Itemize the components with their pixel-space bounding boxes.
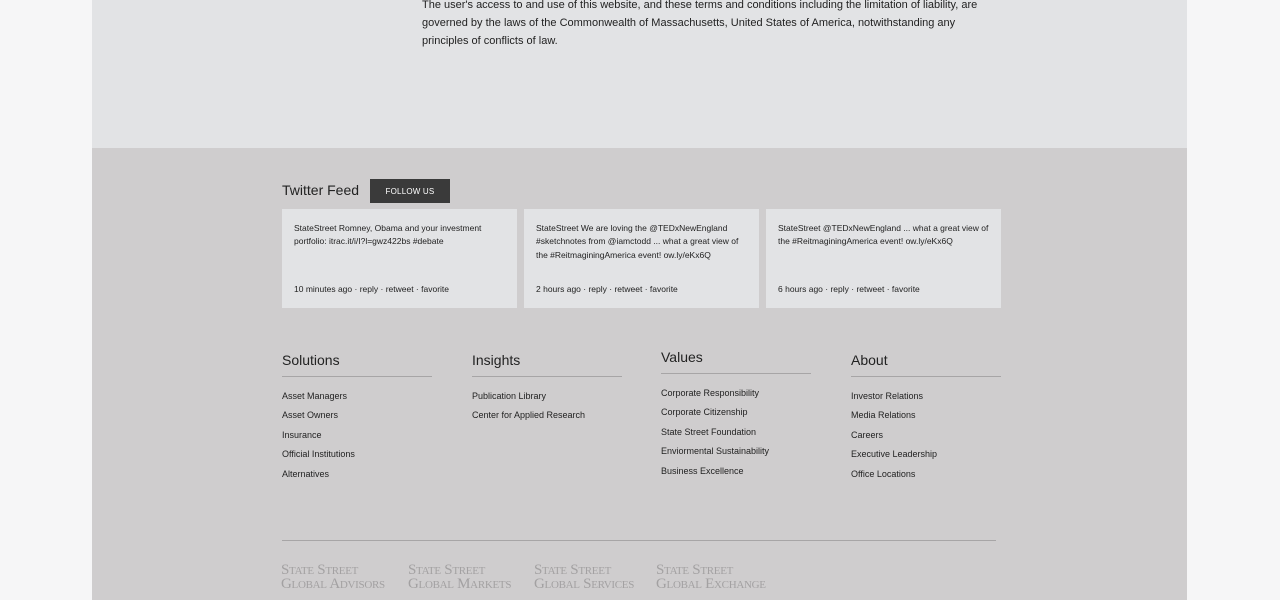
- footer-link[interactable]: Investor Relations: [851, 391, 924, 401]
- follow-us-button[interactable]: FOLLOW US: [370, 179, 450, 203]
- footer-link[interactable]: Asset Owners: [282, 410, 339, 421]
- logo-line: State Street: [281, 562, 359, 578]
- logo-line: Global Markets: [408, 576, 512, 592]
- tweet-meta: 6 hours ago · reply · retweet · favorite: [778, 284, 920, 294]
- tweet-favorite-link[interactable]: favorite: [649, 284, 678, 294]
- footer-link[interactable]: Executive Leadership: [851, 449, 938, 460]
- logo-line: State Street: [408, 562, 486, 578]
- terms-section: [92, 0, 1187, 148]
- tweet-meta: 10 minutes ago · reply · retweet · favorite: [294, 284, 449, 294]
- tweet-retweet-link[interactable]: retweet: [614, 284, 643, 294]
- tweet-favorite-link[interactable]: favorite: [421, 284, 449, 294]
- logo-line: State Street: [656, 562, 734, 578]
- logo-line: Global Advisors: [281, 576, 385, 592]
- page-container: [92, 0, 1187, 600]
- footer-link[interactable]: Media Relations: [851, 410, 916, 421]
- footer-link[interactable]: Office Locations: [851, 468, 916, 479]
- tweet-time: 6 hours ago: [778, 284, 823, 294]
- tweet-card: [524, 209, 759, 308]
- footer-column-title: Values: [661, 349, 811, 374]
- footer-link[interactable]: Official Institutions: [282, 449, 355, 460]
- footer-link[interactable]: State Street Foundation: [661, 426, 757, 437]
- footer-link[interactable]: Insurance: [282, 429, 322, 440]
- logo-global-advisors[interactable]: [281, 563, 385, 591]
- tweet-card: [282, 209, 517, 308]
- footer-column-insights: [472, 352, 622, 426]
- tweet-reply-link[interactable]: reply: [588, 284, 607, 294]
- logo-line: State Street: [534, 562, 612, 578]
- footer-link[interactable]: Careers: [851, 429, 884, 440]
- footer-link[interactable]: Corporate Responsibility: [661, 388, 760, 398]
- footer-link[interactable]: Alternatives: [282, 468, 330, 479]
- footer-link[interactable]: Asset Managers: [282, 391, 348, 401]
- tweet-time: 2 hours ago: [536, 284, 581, 294]
- footer-link[interactable]: Enviormental Sustainability: [661, 446, 770, 457]
- tweet-retweet-link[interactable]: retweet: [856, 284, 885, 294]
- logo-line: Global Exchange: [656, 576, 766, 592]
- logo-global-exchange[interactable]: [656, 563, 766, 591]
- footer-link[interactable]: Corporate Citizenship: [661, 407, 748, 418]
- tweet-card: [766, 209, 1001, 308]
- footer-column-solutions: [282, 352, 432, 484]
- footer-column-about: [851, 352, 1001, 484]
- footer-link[interactable]: Publication Library: [472, 391, 547, 401]
- tweet-reply-link[interactable]: reply: [830, 284, 849, 294]
- tweet-meta: 2 hours ago · reply · retweet · favorite: [536, 284, 678, 294]
- tweet-text: StateStreet @TEDxNewEngland ... what a great view of the #ReitmaginingAmerica event! ow.ly/eKx6Q: [778, 223, 989, 247]
- footer-divider: [282, 540, 996, 541]
- footer-column-title: Solutions: [282, 352, 432, 377]
- footer-column-title: Insights: [472, 352, 622, 377]
- footer-column-values: [661, 349, 811, 481]
- logo-line: Global Services: [534, 576, 635, 592]
- tweet-retweet-link[interactable]: retweet: [385, 284, 414, 294]
- terms-text: The user's access to and use of this website, and these terms and conditions including the limitation of liability, are governed by the laws of the Commonwealth of Massachusetts, United States of America, notwithstanding any principles of conflicts of law.: [422, 0, 978, 47]
- tweet-text: StateStreet Romney, Obama and your investment portfolio: itrac.it/i/I?l=gwz422bs #debate: [294, 223, 482, 247]
- logo-global-services[interactable]: [534, 563, 634, 591]
- tweet-reply-link[interactable]: reply: [359, 284, 379, 294]
- logo-global-markets[interactable]: [408, 563, 511, 591]
- tweet-time: 10 minutes ago: [294, 284, 353, 294]
- footer-link[interactable]: Center for Applied Research: [472, 410, 586, 421]
- twitter-feed-title: Twitter Feed: [282, 182, 360, 198]
- footer-link[interactable]: Business Excellence: [661, 465, 744, 476]
- tweet-favorite-link[interactable]: favorite: [891, 284, 920, 294]
- footer-column-title: About: [851, 352, 1001, 377]
- tweet-text: StateStreet We are loving the @TEDxNewEngland #sketchnotes from @iamctodd ... what a great view of the #ReitmaginingAmerica event! ow.ly/eKx6Q: [536, 223, 739, 260]
